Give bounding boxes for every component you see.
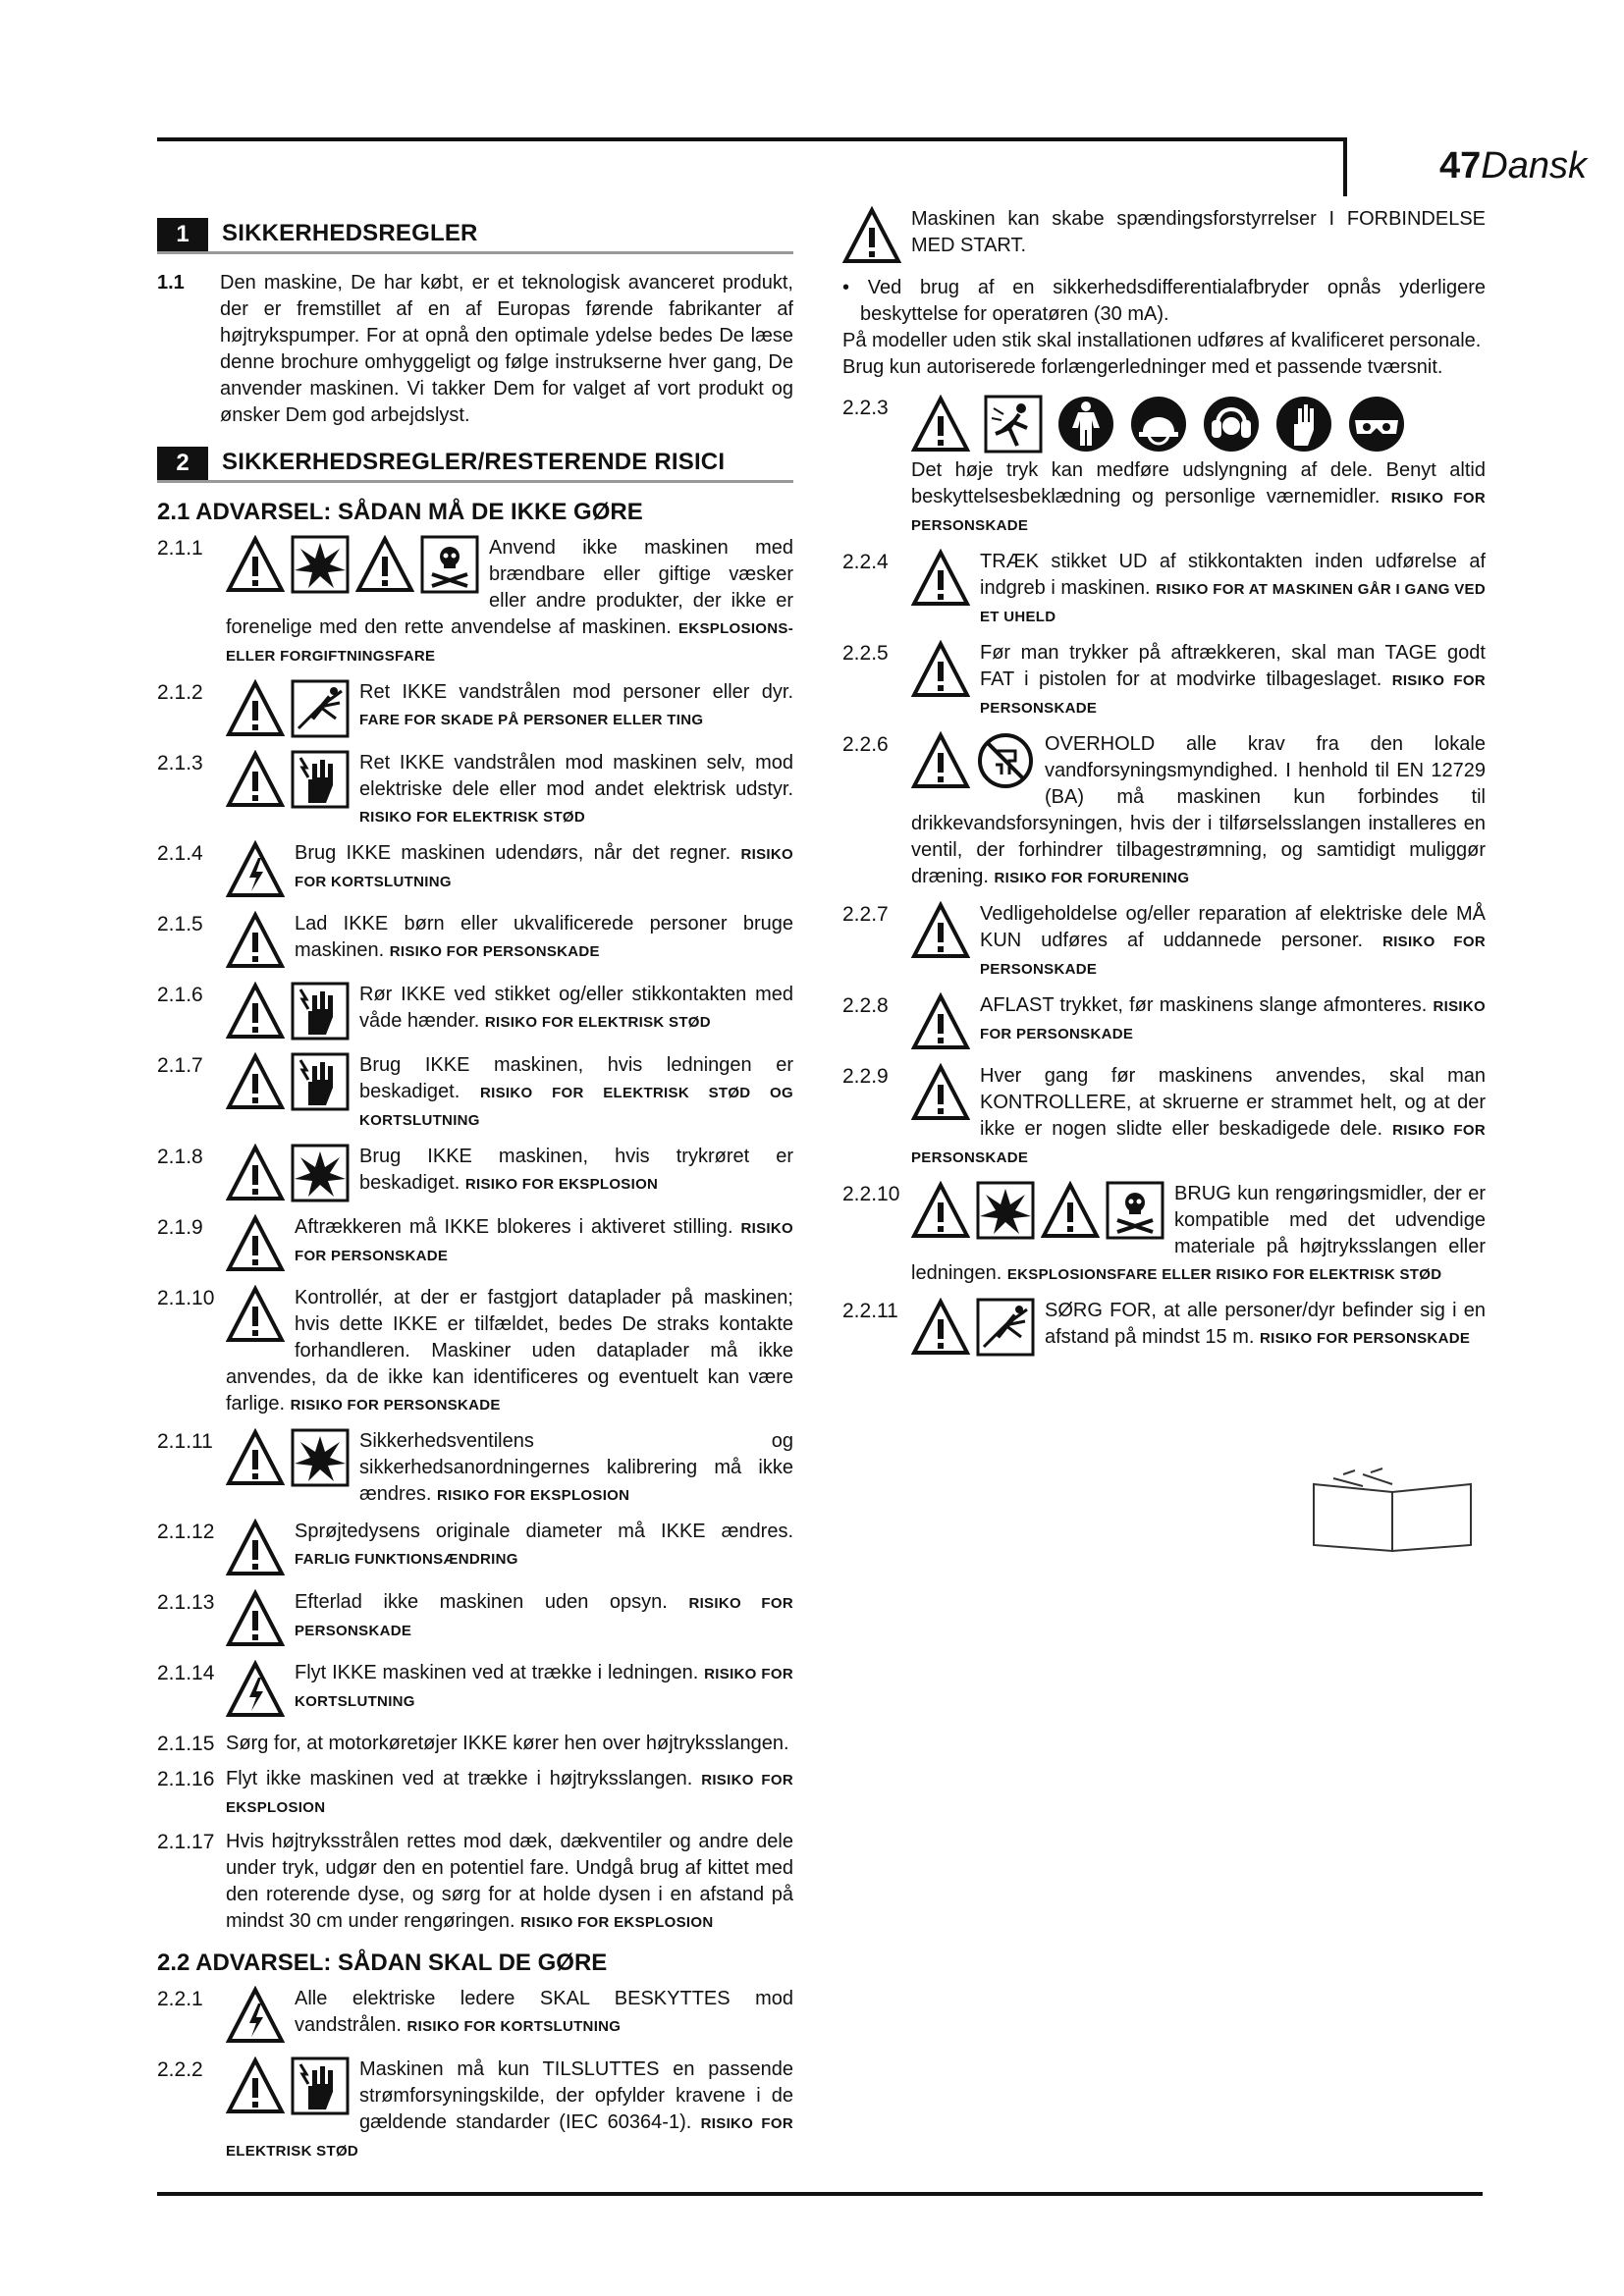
- item-number: 2.2.2: [157, 2058, 203, 2081]
- warning-icon: [226, 679, 285, 738]
- risk-label: RISIKO FOR ELEKTRISK STØD: [484, 1014, 711, 1031]
- warning-list-2-2-left: [157, 1986, 793, 2164]
- risk-label: RISIKO FOR ELEKTRISK STØD: [359, 809, 586, 826]
- section-1-number: 1: [157, 218, 208, 251]
- risk-label: RISIKO FOR EKSPLOSION: [436, 1487, 630, 1504]
- warning-item: [842, 1181, 1486, 1288]
- item-body: Maskinen må kun TILSLUTTES en passende strømforsyningskilde, der opfylder kravene i de gældende standarder (IEC 60364-1).: [359, 2058, 793, 2133]
- risk-label: RISIKO FOR KORTSLUTNING: [295, 846, 793, 890]
- item-text: [226, 1519, 793, 1573]
- item-number: 2.1.14: [157, 1662, 215, 1684]
- subsection-2-1-title: 2.1 ADVARSEL: SÅDAN MÅ DE IKKE GØRE: [157, 499, 643, 525]
- item-icons: [226, 1519, 285, 1577]
- bottom-rule: [157, 2192, 1483, 2196]
- warning-item: [157, 1428, 793, 1509]
- protective-suit-icon: [1056, 395, 1115, 454]
- helmet-icon: [1129, 395, 1188, 454]
- item-body: Ret IKKE vandstrålen mod personer eller dyr.: [359, 681, 793, 703]
- warning-list-2-2-right: [842, 549, 1486, 1359]
- warning-item: [157, 535, 793, 669]
- intro-number: 1.1: [157, 272, 185, 294]
- right-column: [842, 206, 1486, 1368]
- item-body: Det høje tryk kan medføre udslyngning af dele. Benyt altid beskyttelsesbeklædning og personlige værnemidler.: [911, 459, 1486, 507]
- item-2-2-3: [842, 395, 1486, 539]
- item-number: 2.1.13: [157, 1591, 215, 1614]
- plain-item: [157, 1731, 793, 1758]
- risk-label: RISIKO FOR PERSONSKADE: [980, 934, 1486, 978]
- intro-paragraph: [157, 270, 793, 429]
- item-number: 2.1.16: [157, 1768, 215, 1790]
- item-icons: [226, 1052, 350, 1111]
- warning-icon: [911, 992, 970, 1051]
- warning-item: [157, 982, 793, 1042]
- item-number: 2.2.10: [842, 1183, 900, 1205]
- item-text: [226, 1986, 793, 2040]
- item-body: Brug IKKE maskinen udendørs, når det regner.: [295, 842, 731, 864]
- item-body: Sprøjtedysens originale diameter må IKKE ændres.: [295, 1521, 793, 1542]
- risk-label: RISIKO FOR PERSONSKADE: [980, 672, 1486, 717]
- left-column: [157, 206, 793, 2174]
- item-body: BRUG kun rengøringsmidler, der er kompatible med det udvendige materiale på højtryksslangen eller ledningen.: [911, 1183, 1486, 1284]
- note-text: Maskinen kan skabe spændingsforstyrrelser I FORBINDELSE MED START.: [911, 208, 1486, 256]
- no-drinking-water-icon: [976, 731, 1035, 790]
- warning-icon: [226, 1428, 285, 1487]
- item-number: 2.1.1: [157, 537, 203, 560]
- warning-icon: [1041, 1181, 1100, 1240]
- risk-label: RISIKO FOR EKSPLOSION: [464, 1176, 659, 1193]
- warning-item: [157, 1214, 793, 1275]
- item-icons: [911, 1063, 970, 1122]
- risk-label: RISIKO FOR KORTSLUTNING: [406, 2018, 622, 2035]
- intro-text: Den maskine, De har købt, er et teknologisk avanceret produkt, der er fremstillet af en af Europas førende fabrikanter af højtrykspumper. For at opnå den optimale ydelse bedes De læse denne brochure omhyggeligt og følge instrukserne hver gang, De anvender maskinen. Vi takker Dem for valget af vort produkt og ønsker Dem god arbejdslyst.: [220, 272, 793, 426]
- start-disturbance-note: [842, 206, 1486, 265]
- item-body: Alle elektriske ledere SKAL BESKYTTES mod vandstrålen.: [295, 1988, 793, 2036]
- warning-item: [157, 1144, 793, 1204]
- item-body: Lad IKKE børn eller ukvalificerede personer bruge maskinen.: [295, 913, 793, 961]
- risk-label: RISIKO FOR PERSONSKADE: [295, 1220, 794, 1264]
- item-number: 2.2.1: [157, 1988, 203, 2010]
- warning-item: [842, 549, 1486, 630]
- risk-label: EKSPLOSIONSFARE ELLER RISIKO FOR ELEKTRISK STØD: [1006, 1266, 1442, 1283]
- item-icons: [226, 1986, 285, 2045]
- explosion-icon: [291, 1144, 350, 1202]
- warning-item: [157, 911, 793, 972]
- item-number: 2.2.4: [842, 551, 889, 573]
- item-body: Hver gang før maskinens anvendes, skal man KONTROLLERE, at skruerne er strammet helt, og at der ikke er nogen slidte eller beskadigede dele.: [980, 1065, 1486, 1140]
- risk-label: RISIKO FOR KORTSLUTNING: [295, 1666, 793, 1710]
- item-number: 2.2.5: [842, 642, 889, 665]
- item-icons: [226, 1144, 350, 1202]
- warning-item: [157, 1519, 793, 1579]
- risk-label: RISIKO FOR PERSONSKADE: [389, 943, 600, 960]
- plain-item: [157, 1766, 793, 1821]
- warning-item: [157, 1986, 793, 2047]
- item-text: [226, 1214, 793, 1269]
- item-icons: [911, 1298, 1035, 1357]
- item-number: 2.1.4: [157, 842, 203, 865]
- lightning-warning-icon: [226, 840, 285, 899]
- item-body: TRÆK stikket UD af stikkontakten inden udførelse af indgreb i maskinen.: [980, 551, 1486, 599]
- warning-icon: [842, 206, 901, 265]
- warning-icon: [226, 535, 285, 594]
- item-body: Ret IKKE vandstrålen mod maskinen selv, mod elektriske dele eller mod andet elektrisk udstyr.: [359, 752, 793, 800]
- item-body: Efterlad ikke maskinen uden opsyn.: [295, 1591, 668, 1613]
- item-number: 2.1.3: [157, 752, 203, 774]
- plain-item: [157, 1829, 793, 1936]
- risk-label: RISIKO FOR PERSONSKADE: [911, 1122, 1486, 1166]
- poison-icon: [420, 535, 479, 594]
- risk-label: RISIKO FOR ELEKTRISK STØD: [226, 2115, 793, 2160]
- warning-icon: [911, 901, 970, 960]
- section-1-title: SIKKERHEDSREGLER: [222, 220, 478, 246]
- item-number: 2.1.11: [157, 1430, 213, 1453]
- item-text: [911, 549, 1486, 630]
- warning-item: [842, 992, 1486, 1053]
- warning-icon: [911, 1063, 970, 1122]
- item-icons: [226, 840, 285, 899]
- item-icons: [226, 1428, 350, 1487]
- section-2-number: 2: [157, 447, 208, 480]
- warning-icon: [226, 1144, 285, 1202]
- ppe-icons: [911, 395, 1486, 454]
- risk-label: RISIKO FOR EKSPLOSION: [520, 1914, 714, 1931]
- risk-label: RISIKO FOR PERSONSKADE: [290, 1397, 501, 1414]
- item-number: 2.1.5: [157, 913, 203, 935]
- item-number: 2.1.6: [157, 984, 203, 1006]
- explosion-icon: [291, 535, 350, 594]
- item-body: Før man trykker på aftrækkeren, skal man TAGE godt FAT i pistolen for at modvirke tilbageslaget.: [980, 642, 1486, 690]
- spray-person-icon: [291, 679, 350, 738]
- warning-icon: [911, 731, 970, 790]
- section-1-heading: [157, 216, 793, 254]
- lightning-warning-icon: [226, 1986, 285, 2045]
- warning-item: [157, 750, 793, 830]
- note-icons: [842, 206, 901, 265]
- item-text: [911, 1063, 1486, 1171]
- item-text: [226, 1589, 793, 1644]
- item-body: AFLAST trykket, før maskinens slange afmonteres.: [980, 994, 1428, 1016]
- warning-item: [842, 901, 1486, 983]
- warning-icon: [911, 640, 970, 699]
- item-text: [226, 1285, 793, 1418]
- item-body: SØRG FOR, at alle personer/dyr befinder sig i en afstand på mindst 15 m.: [1045, 1300, 1486, 1348]
- warning-icon: [911, 1181, 970, 1240]
- spray-person-icon: [976, 1298, 1035, 1357]
- warning-item: [157, 1052, 793, 1134]
- warning-item: [157, 1285, 793, 1418]
- risk-label: RISIKO FOR PERSONSKADE: [980, 998, 1486, 1042]
- warning-icon: [911, 1298, 970, 1357]
- item-icons: [911, 992, 970, 1051]
- item-body: Vedligeholdelse og/eller reparation af elektriske dele MÅ KUN udføres af uddannede personer.: [980, 903, 1486, 951]
- warning-icon: [226, 2056, 285, 2115]
- risk-label: FARLIG FUNKTIONSÆNDRING: [295, 1551, 518, 1568]
- warning-icon: [226, 1214, 285, 1273]
- item-text: [911, 992, 1486, 1047]
- item-number: 2.1.9: [157, 1216, 203, 1239]
- ear-protection-icon: [1202, 395, 1261, 454]
- risk-label: RISIKO FOR PERSONSKADE: [295, 1595, 793, 1639]
- risk-label: RISIKO FOR ELEKTRISK STØD OG KORTSLUTNING: [359, 1085, 793, 1129]
- extension-paragraph: Brug kun autoriserede forlængerledninger med et passende tværsnit.: [842, 356, 1443, 378]
- item-icons: [226, 1285, 285, 1344]
- top-rule: [157, 137, 1345, 141]
- warning-icon: [226, 1052, 285, 1111]
- item-body: Brug IKKE maskinen, hvis ledningen er beskadiget.: [359, 1054, 793, 1102]
- item-body: Sørg for, at motorkøretøjer IKKE kører hen over højtryksslangen.: [226, 1733, 789, 1754]
- page-number: 47: [1439, 145, 1482, 187]
- warning-item: [842, 731, 1486, 891]
- warning-icon: [226, 750, 285, 809]
- wiring-paragraph: På modeller uden stik skal installationen udføres af kvalificeret personale.: [842, 330, 1482, 351]
- warning-icon: [226, 911, 285, 970]
- poison-icon: [1106, 1181, 1164, 1240]
- section-2-title: SIKKERHEDSREGLER/RESTERENDE RISICI: [222, 449, 726, 475]
- rcd-bullet: • Ved brug af en sikkerhedsdifferentialafbryder opnås yderligere beskyttelse for operatøren (30 mA).: [842, 277, 1486, 325]
- item-text: [911, 640, 1486, 721]
- warning-icon: [226, 1285, 285, 1344]
- gloves-icon: [1274, 395, 1333, 454]
- warning-item: [157, 1589, 793, 1650]
- projectile-icon: [984, 395, 1043, 454]
- warning-list-2-1: [157, 535, 793, 1721]
- item-body: Anvend ikke maskinen med brændbare eller giftige væsker eller andre produkter, der ikke er forenelige med den rette anvendelse af maskinen.: [226, 537, 793, 638]
- item-body: Brug IKKE maskinen, hvis trykrøret er beskadiget.: [359, 1146, 793, 1194]
- item-body: Aftrækkeren må IKKE blokeres i aktiveret stilling.: [295, 1216, 733, 1238]
- electric-hand-icon: [291, 2056, 350, 2115]
- risk-label: RISIKO FOR PERSONSKADE: [1260, 1330, 1471, 1347]
- electric-hand-icon: [291, 1052, 350, 1111]
- item-number: 2.2.11: [842, 1300, 898, 1322]
- item-body: OVERHOLD alle krav fra den lokale vandforsyningsmyndighed. I henhold til EN 12729 (BA) må maskinen kun forbindes til drikkevandsforsyningen, hvis der i tilførselsslangen installeres en ventil, der forhindrer tilbagestrømning, og samtidigt muliggør dræning.: [911, 733, 1486, 887]
- item-text: [226, 840, 793, 895]
- electric-hand-icon: [291, 982, 350, 1041]
- item-number: 2.1.17: [157, 1831, 215, 1853]
- item-icons: [226, 679, 350, 738]
- item-number: 2.2.9: [842, 1065, 889, 1088]
- subsection-2-2-title: 2.2 ADVARSEL: SÅDAN SKAL DE GØRE: [157, 1949, 608, 1976]
- warning-item: [842, 1298, 1486, 1359]
- item-number: 2.1.8: [157, 1146, 203, 1168]
- item-text: [226, 1660, 793, 1715]
- item-text: [226, 911, 793, 965]
- item-number: 2.1.7: [157, 1054, 203, 1077]
- item-number: 2.1.10: [157, 1287, 215, 1309]
- warning-item: [157, 2056, 793, 2164]
- explosion-icon: [291, 1428, 350, 1487]
- risk-label: RISIKO FOR AT MASKINEN GÅR I GANG VED ET UHELD: [980, 581, 1486, 625]
- warning-item: [157, 1660, 793, 1721]
- warning-icon: [911, 549, 970, 608]
- item-number: 2.1.12: [157, 1521, 215, 1543]
- item-body: Flyt IKKE maskinen ved at trække i ledningen.: [295, 1662, 699, 1683]
- warning-icon: [355, 535, 414, 594]
- item-icons: [911, 731, 1035, 790]
- item-text: [911, 901, 1486, 983]
- item-icons: [226, 535, 479, 594]
- item-body: Sikkerhedsventilens og sikkerhedsanordningernes kalibrering må ikke ændres.: [359, 1430, 793, 1505]
- item-body: Flyt ikke maskinen ved at trække i højtryksslangen.: [226, 1768, 693, 1789]
- section-2-heading: [157, 445, 793, 483]
- rcd-bullet-text: Ved brug af en sikkerhedsdifferentialafbryder opnås yderligere beskyttelse for operatøren (30 mA).: [860, 277, 1486, 325]
- open-manual-icon: [1304, 1465, 1481, 1553]
- item-icons: [226, 982, 350, 1041]
- warning-item: [157, 840, 793, 901]
- risk-label: FARE FOR SKADE PÅ PERSONER ELLER TING: [359, 712, 704, 728]
- item-icons: [226, 911, 285, 970]
- electric-hand-icon: [291, 750, 350, 809]
- explosion-icon: [976, 1181, 1035, 1240]
- warning-icon: [226, 982, 285, 1041]
- item-number: 2.2.6: [842, 733, 889, 756]
- item-number: 2.1.2: [157, 681, 203, 704]
- item-icons: [226, 1589, 285, 1648]
- item-icons: [911, 640, 970, 699]
- item-number: 2.2.7: [842, 903, 889, 926]
- item-icons: [226, 2056, 350, 2115]
- plain-list-2-1: [157, 1731, 793, 1936]
- lightning-warning-icon: [226, 1660, 285, 1719]
- risk-label: RISIKO FOR EKSPLOSION: [226, 1772, 793, 1816]
- warning-item: [842, 640, 1486, 721]
- item-icons: [911, 1181, 1164, 1240]
- warning-icon: [911, 395, 970, 454]
- item-icons: [226, 1660, 285, 1719]
- item-icons: [911, 901, 970, 960]
- warning-icon: [226, 1589, 285, 1648]
- goggles-icon: [1347, 395, 1406, 454]
- page-language: Dansk: [1481, 145, 1587, 187]
- item-icons: [226, 750, 350, 809]
- item-body: Kontrollér, at der er fastgjort dataplader på maskinen; hvis dette IKKE er tilfældet, bedes De straks kontakte forhandleren. Maskiner uden dataplader må ikke anvendes, da de ikke kan identificeres og eventuelt kan være farlige.: [226, 1287, 793, 1415]
- risk-label: RISIKO FOR FORURENING: [994, 870, 1190, 886]
- item-number: 2.2.8: [842, 994, 889, 1017]
- item-text: [842, 457, 1486, 539]
- risk-label: RISIKO FOR PERSONSKADE: [911, 490, 1486, 534]
- top-rule-tick: [1343, 137, 1347, 196]
- item-body: Hvis højtryksstrålen rettes mod dæk, dækventiler og andre dele under tryk, udgør den en potentiel fare. Undgå brug af kittet med den roterende dyse, og sørg for at holde dysen i en afstand på mindst 30 cm under rengøringen.: [226, 1831, 793, 1932]
- item-number: 2.1.15: [157, 1733, 215, 1755]
- warning-item: [157, 679, 793, 740]
- item-number: 2.2.3: [842, 397, 889, 419]
- item-body: Rør IKKE ved stikket og/eller stikkontakten med våde hænder.: [359, 984, 793, 1032]
- item-icons: [911, 549, 970, 608]
- item-icons: [226, 1214, 285, 1273]
- warning-icon: [226, 1519, 285, 1577]
- risk-label: EKSPLOSIONS- ELLER FORGIFTNINGSFARE: [226, 620, 793, 665]
- warning-item: [842, 1063, 1486, 1171]
- page-label: [1439, 145, 1587, 187]
